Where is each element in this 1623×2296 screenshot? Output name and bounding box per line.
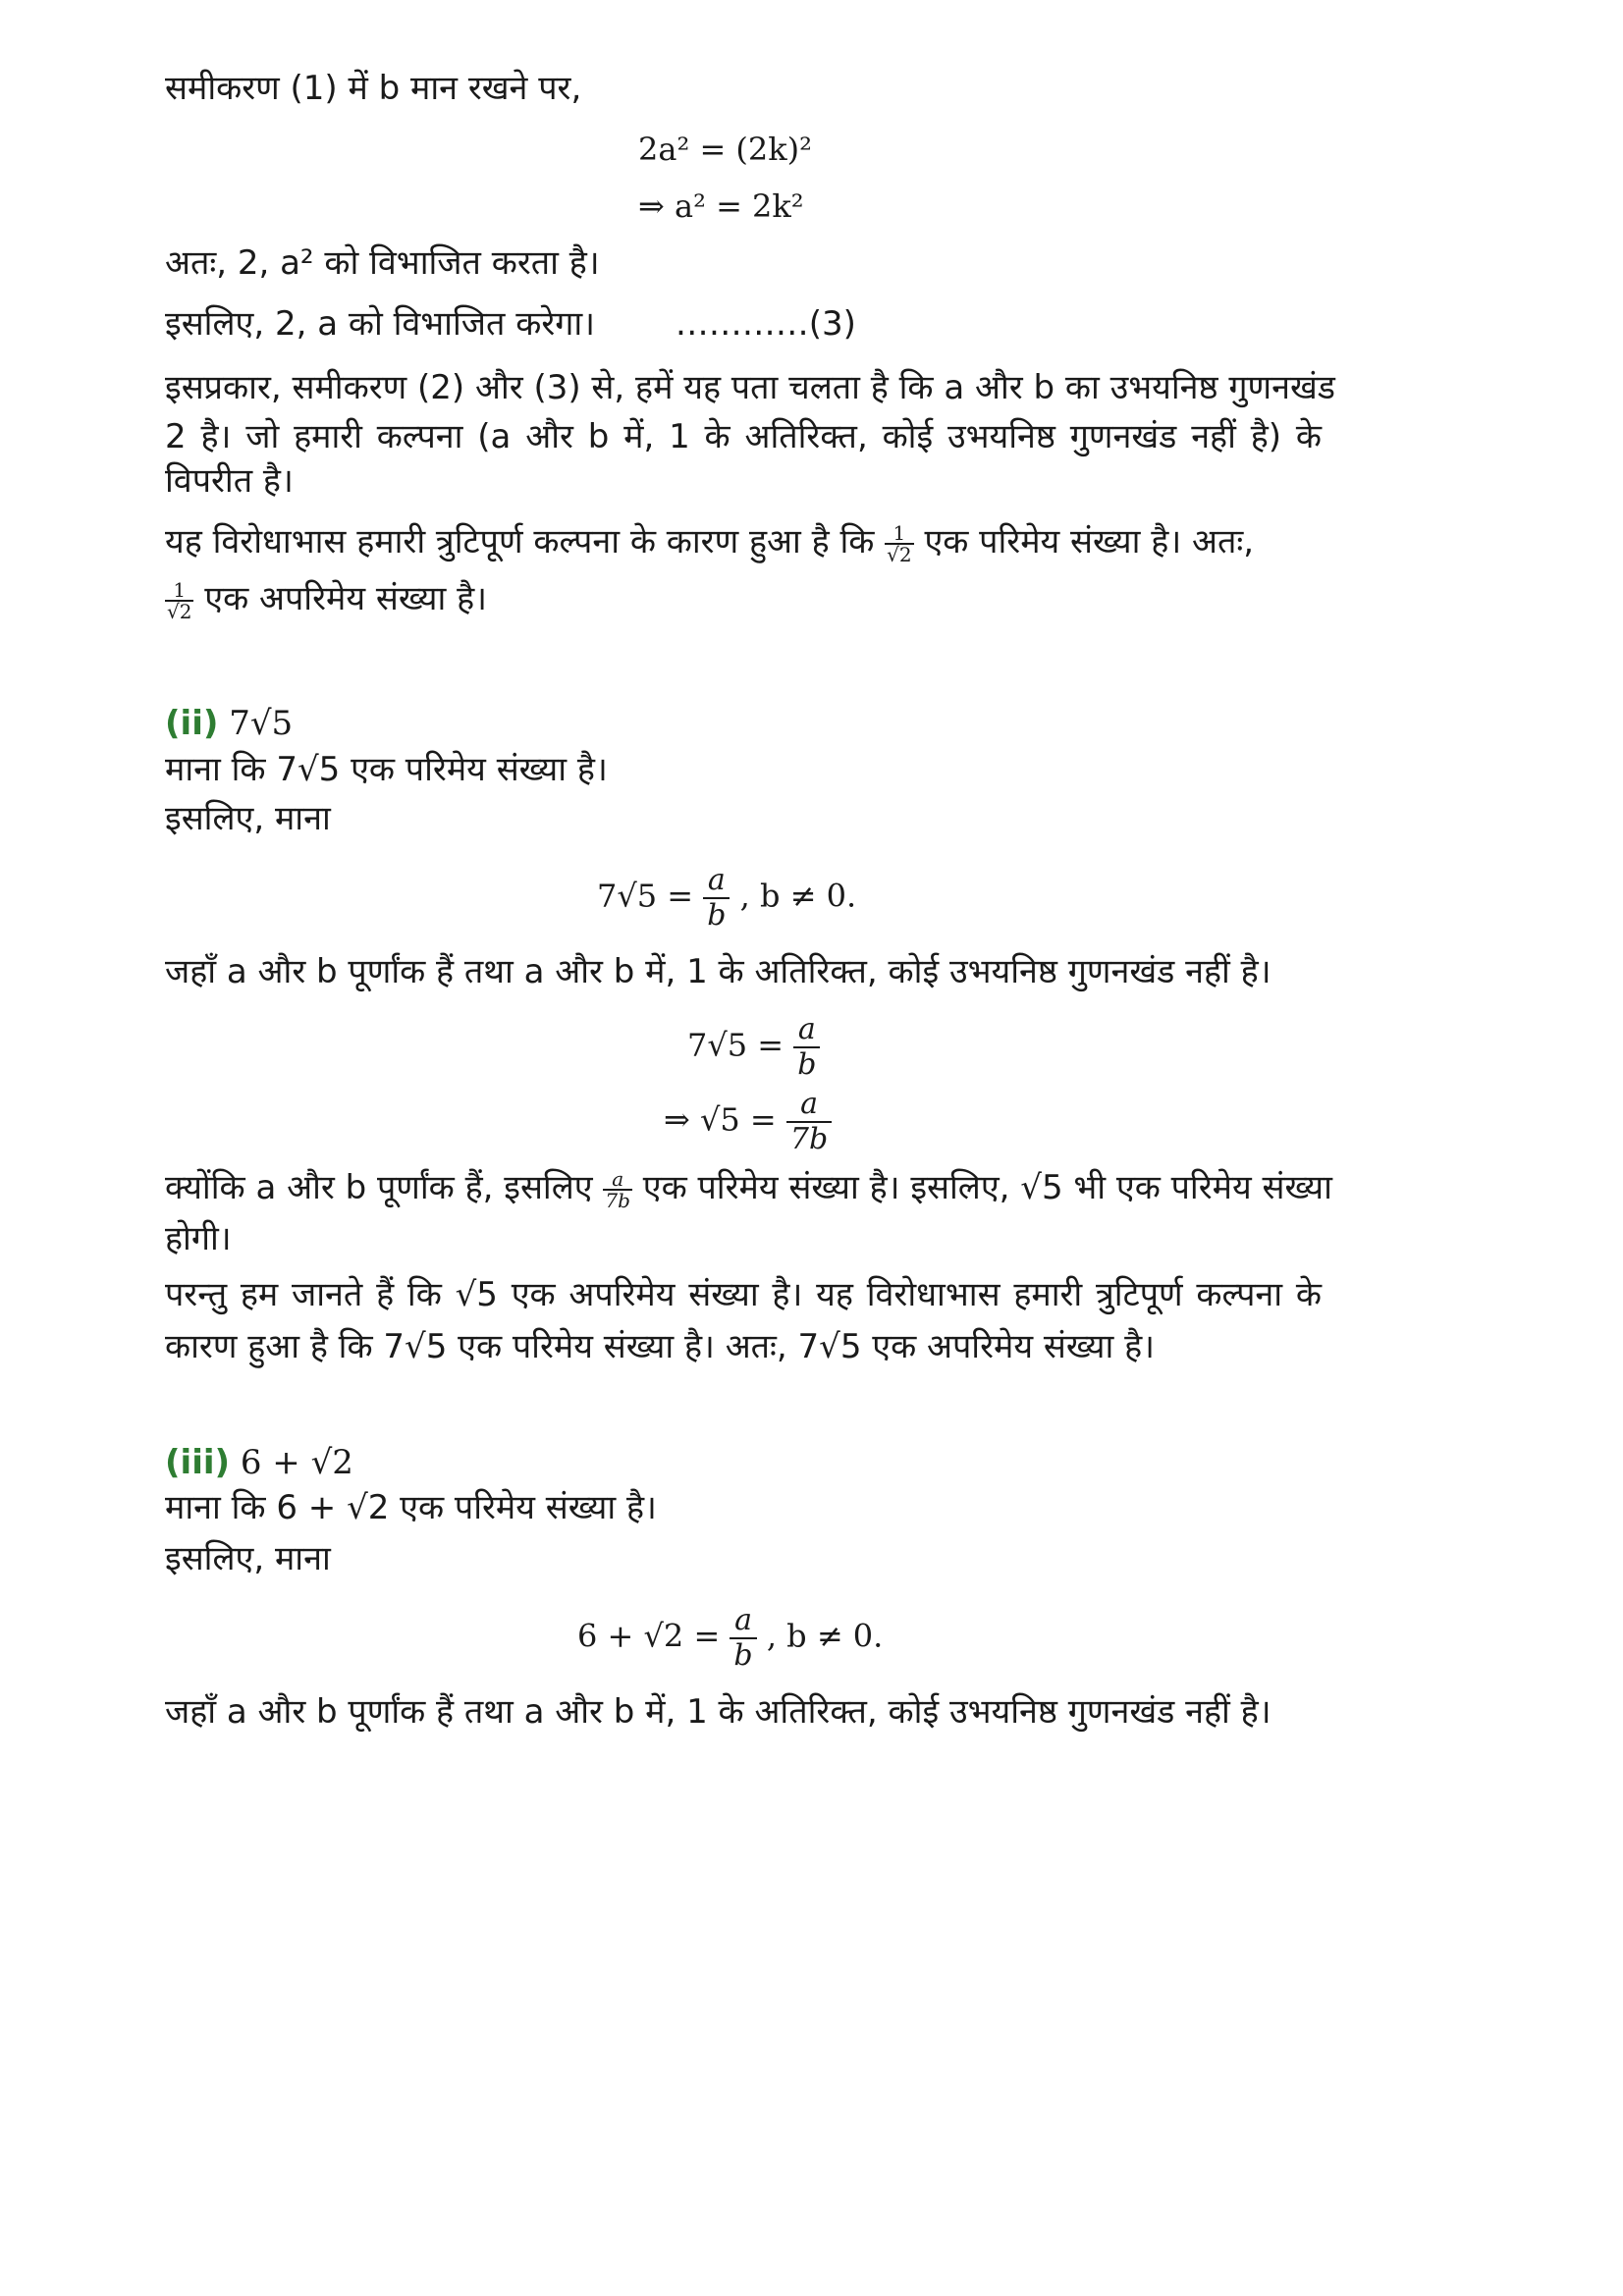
equation-a2-2k2: ⇒ a² = 2k² — [638, 187, 804, 225]
fraction-one-over-root2-b — [165, 577, 193, 623]
part-ii-since — [165, 1166, 1332, 1210]
fraction-numerator: a — [793, 1013, 820, 1048]
part-iii-expression: 6 + √2 — [240, 1443, 353, 1482]
part-ii-eq3-lhs: ⇒ √5 = — [664, 1100, 777, 1139]
equation-ref-3: …………(3) — [675, 304, 856, 344]
conclusion-line-2 — [165, 302, 856, 346]
fraction-one-over-root2 — [885, 520, 913, 566]
part-ii-therefore: इसलिए, माना — [165, 799, 331, 838]
fraction-numerator: a — [730, 1604, 756, 1639]
part-ii-equation-2 — [687, 1013, 820, 1082]
fraction-denominator: b — [707, 898, 727, 933]
paragraph-2-line-2-text: एक अपरिमेय संख्या है। — [204, 579, 488, 618]
part-ii-eq3-fraction — [786, 1088, 832, 1156]
part-ii-but-line-1: परन्तु हम जानते हैं कि √5 एक अपरिमेय संख्या है। यह विरोधाभास हमारी त्रुटिपूर्ण कल्पना के — [165, 1275, 1322, 1314]
fraction-denominator: b — [797, 1047, 817, 1082]
part-iii-assume: माना कि 6 + √2 एक परिमेय संख्या है। — [165, 1488, 657, 1527]
part-iii-therefore: इसलिए, माना — [165, 1539, 331, 1578]
part-ii-heading — [165, 702, 293, 745]
fraction-denominator: √2 — [887, 542, 912, 566]
paragraph-2-line-2 — [165, 577, 487, 621]
part-ii-equation-3 — [664, 1088, 832, 1156]
part-ii-since-text-a: क्योंकि a और b पूर्णांक हैं, इसलिए — [165, 1168, 593, 1207]
part-ii-but-line-2: कारण हुआ है कि 7√5 एक परिमेय संख्या है। अतः, 7√5 एक अपरिमेय संख्या है। — [165, 1327, 1156, 1366]
part-ii-equation-1 — [597, 864, 856, 933]
fraction-numerator: 1 — [885, 523, 913, 545]
fraction-numerator: a — [786, 1088, 832, 1123]
fraction-numerator: 1 — [165, 580, 193, 602]
part-ii-since-fraction — [603, 1166, 632, 1212]
part-iii-eq-fraction — [730, 1604, 756, 1673]
part-iii-eq-lhs: 6 + √2 = — [577, 1617, 721, 1655]
part-ii-expression: 7√5 — [229, 704, 294, 743]
part-iii-equation-1 — [577, 1604, 883, 1673]
conclusion-line-2-text: इसलिए, 2, a को विभाजित करेगा। — [165, 304, 596, 344]
paragraph-2-line-1 — [165, 520, 1254, 564]
part-ii-since-text-b: एक परिमेय संख्या है। इसलिए, √5 भी एक परिमेय संख्या — [642, 1168, 1332, 1207]
part-ii-where: जहाँ a और b पूर्णांक हैं तथा a और b में, 1 के अतिरिक्त, कोई उभयनिष्ठ गुणनखंड नहीं है। — [165, 952, 1271, 991]
paragraph-1-line-1: इसप्रकार, समीकरण (2) और (3) से, हमें यह पता चलता है कि a और b का उभयनिष्ठ गुणनखंड — [165, 368, 1335, 407]
equation-2a2: 2a² = (2k)² — [638, 131, 812, 168]
intro-line: समीकरण (1) में b मान रखने पर, — [165, 69, 582, 108]
part-ii-label: (ii) — [165, 704, 219, 743]
part-ii-assume: माना कि 7√5 एक परिमेय संख्या है। — [165, 750, 608, 789]
fraction-denominator: 7b — [789, 1122, 829, 1156]
part-ii-eq-fraction — [703, 864, 730, 933]
conclusion-line-1: अतः, 2, a² को विभाजित करता है। — [165, 243, 600, 283]
part-ii-eq2-lhs: 7√5 = — [687, 1026, 784, 1064]
fraction-numerator: a — [703, 864, 730, 899]
fraction-numerator: a — [603, 1169, 632, 1191]
part-ii-since-end: होगी। — [165, 1219, 232, 1258]
paragraph-1-line-2: 2 है। जो हमारी कल्पना (a और b में, 1 के अतिरिक्त, कोई उभयनिष्ठ गुणनखंड नहीं है) के — [165, 417, 1322, 456]
part-ii-eq-condition: , b ≠ 0. — [739, 877, 857, 915]
paragraph-2-text-a: यह विरोधाभास हमारी त्रुटिपूर्ण कल्पना के कारण हुआ है कि — [165, 522, 875, 561]
fraction-denominator: 7b — [605, 1188, 630, 1212]
part-iii-eq-condition: , b ≠ 0. — [766, 1617, 884, 1655]
part-iii-where: जहाँ a और b पूर्णांक हैं तथा a और b में, 1 के अतिरिक्त, कोई उभयनिष्ठ गुणनखंड नहीं है। — [165, 1692, 1271, 1732]
paragraph-2-text-b: एक परिमेय संख्या है। अतः, — [924, 522, 1255, 561]
part-ii-eq2-fraction — [793, 1013, 820, 1082]
fraction-denominator: √2 — [167, 599, 192, 623]
fraction-denominator: b — [733, 1638, 753, 1673]
part-ii-eq-lhs: 7√5 = — [597, 877, 694, 915]
part-iii-heading — [165, 1441, 353, 1484]
paragraph-1-line-3: विपरीत है। — [165, 461, 294, 501]
part-iii-label: (iii) — [165, 1443, 231, 1482]
